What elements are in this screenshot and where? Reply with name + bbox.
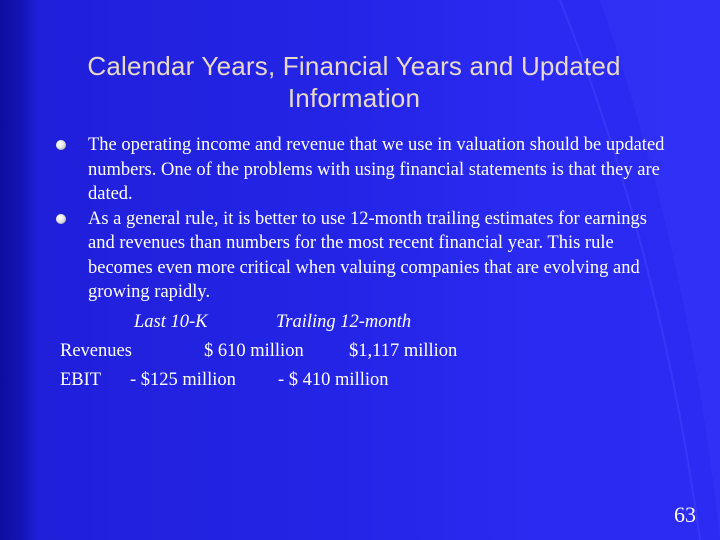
row-trailing-value: $1,117 million <box>349 341 458 361</box>
bullet-text: The operating income and revenue that we use in valuation should be updated numbers. One of the problems with using financial statements is that they are dated. <box>88 135 665 204</box>
slide-title: Calendar Years, Financial Years and Updated Information <box>87 51 621 113</box>
bullet-text: As a general rule, it is better to use 12-month trailing estimates for earnings and revenues than numbers for the most recent financial year. This rule becomes even more critical when valuing companies that are evolving and growing rapidly. <box>88 208 647 302</box>
header-last-10k: Last 10-K <box>134 312 208 332</box>
page-number: 63 <box>674 502 696 527</box>
bullet-item <box>62 133 672 207</box>
bullet-icon <box>56 214 66 224</box>
row-label: Revenues <box>60 341 132 361</box>
row-label: EBIT <box>60 370 102 390</box>
header-trailing-12-month: Trailing 12-month <box>276 312 412 332</box>
bullet-list <box>62 133 672 305</box>
bullet-item <box>62 207 672 305</box>
row-last-value: $ 610 million <box>204 341 304 361</box>
row-trailing-value: - $ 410 million <box>278 370 389 390</box>
bullet-icon <box>56 140 66 150</box>
row-last-value: - $125 million <box>130 370 236 390</box>
